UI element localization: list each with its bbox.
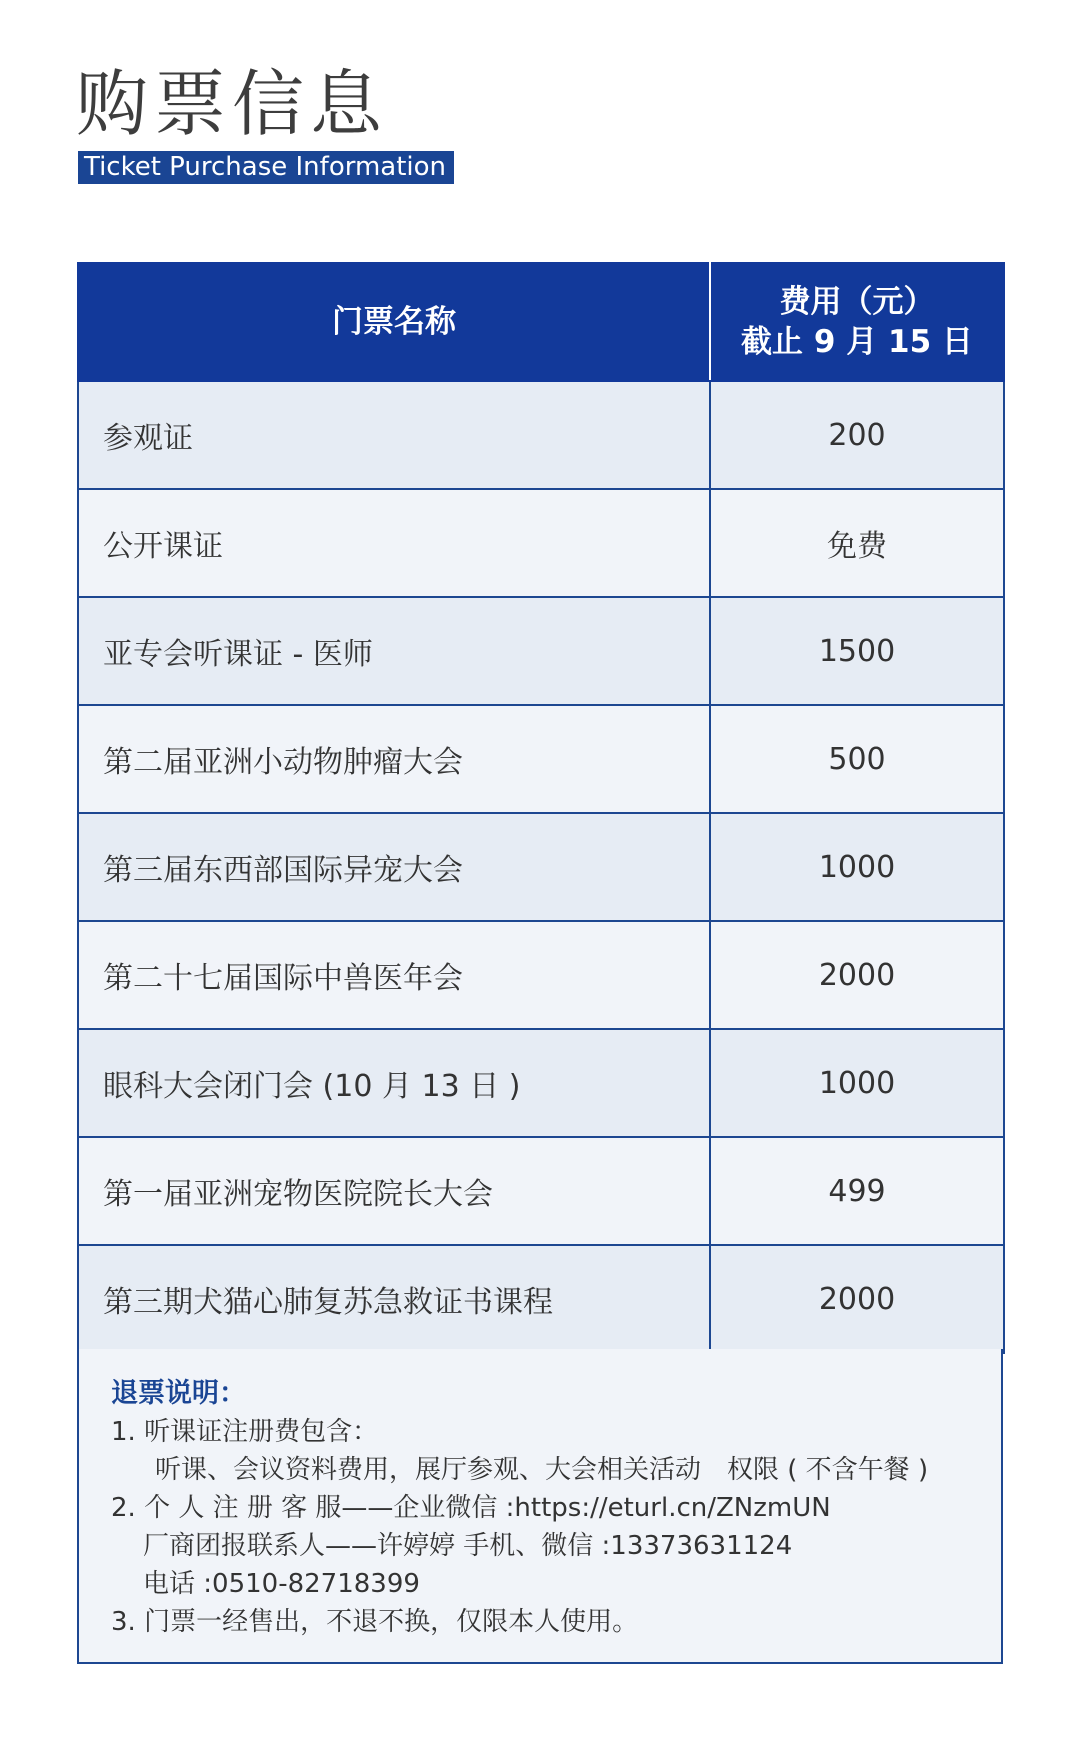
table-row bbox=[78, 1245, 1004, 1353]
page-subtitle: Ticket Purchase Information bbox=[78, 151, 454, 184]
refund-note-2: 2. 个 人 注 册 客 服——企业微信 :https://eturl.cn/ZNzmUN bbox=[111, 1493, 831, 1523]
ticket-fee-cell: 2000 bbox=[710, 1245, 1004, 1353]
ticket-name-cell: 亚专会听课证 - 医师 bbox=[78, 597, 710, 705]
ticket-name-cell: 第二十七届国际中兽医年会 bbox=[78, 921, 710, 1029]
ticket-name-cell: 第三期犬猫心肺复苏急救证书课程 bbox=[78, 1245, 710, 1353]
table-row bbox=[78, 705, 1004, 813]
ticket-name-cell: 第三届东西部国际异宠大会 bbox=[78, 813, 710, 921]
ticket-fee-cell: 499 bbox=[710, 1137, 1004, 1245]
refund-note-2-phone: 电话 :0510-82718399 bbox=[143, 1569, 420, 1599]
refund-note-1: 1. 听课证注册费包含： bbox=[111, 1417, 379, 1447]
ticket-fee-cell: 1000 bbox=[710, 813, 1004, 921]
refund-notes-title: 退票说明： bbox=[111, 1378, 246, 1409]
ticket-fee-cell: 200 bbox=[710, 381, 1004, 489]
fee-header-line1: 费用（元） bbox=[779, 284, 935, 320]
ticket-name-cell: 参观证 bbox=[78, 381, 710, 489]
fee-header-line2: 截止 9 月 15 日 bbox=[741, 324, 973, 360]
table-row bbox=[78, 813, 1004, 921]
refund-note-1-detail: 听课、会议资料费用，展厅参观、大会相关活动 权限 ( 不含午餐 ) bbox=[155, 1455, 929, 1485]
ticket-name-column-header: 门票名称 bbox=[78, 263, 710, 381]
ticket-name-cell: 眼科大会闭门会 (10 月 13 日 ) bbox=[78, 1029, 710, 1137]
ticket-fee-cell: 1500 bbox=[710, 597, 1004, 705]
table-header-row bbox=[78, 263, 1004, 381]
table-row bbox=[78, 489, 1004, 597]
table-row bbox=[78, 597, 1004, 705]
page-title: 购票信息 bbox=[76, 62, 389, 146]
refund-note-3: 3. 门票一经售出，不退不换，仅限本人使用。 bbox=[111, 1607, 639, 1637]
table-row bbox=[78, 1029, 1004, 1137]
fee-column-header bbox=[710, 263, 1004, 381]
ticket-price-table bbox=[77, 262, 1005, 1354]
ticket-fee-cell: 1000 bbox=[710, 1029, 1004, 1137]
table-row bbox=[78, 381, 1004, 489]
table-row bbox=[78, 1137, 1004, 1245]
ticket-name-cell: 公开课证 bbox=[78, 489, 710, 597]
ticket-name-cell: 第二届亚洲小动物肿瘤大会 bbox=[78, 705, 710, 813]
ticket-fee-cell: 500 bbox=[710, 705, 1004, 813]
refund-notes-panel bbox=[77, 1349, 1003, 1664]
table-row bbox=[78, 921, 1004, 1029]
ticket-fee-cell: 免费 bbox=[710, 489, 1004, 597]
refund-note-2-contact: 厂商团报联系人——许婷婷 手机、微信 :13373631124 bbox=[143, 1531, 793, 1561]
ticket-fee-cell: 2000 bbox=[710, 921, 1004, 1029]
ticket-name-cell: 第一届亚洲宠物医院院长大会 bbox=[78, 1137, 710, 1245]
